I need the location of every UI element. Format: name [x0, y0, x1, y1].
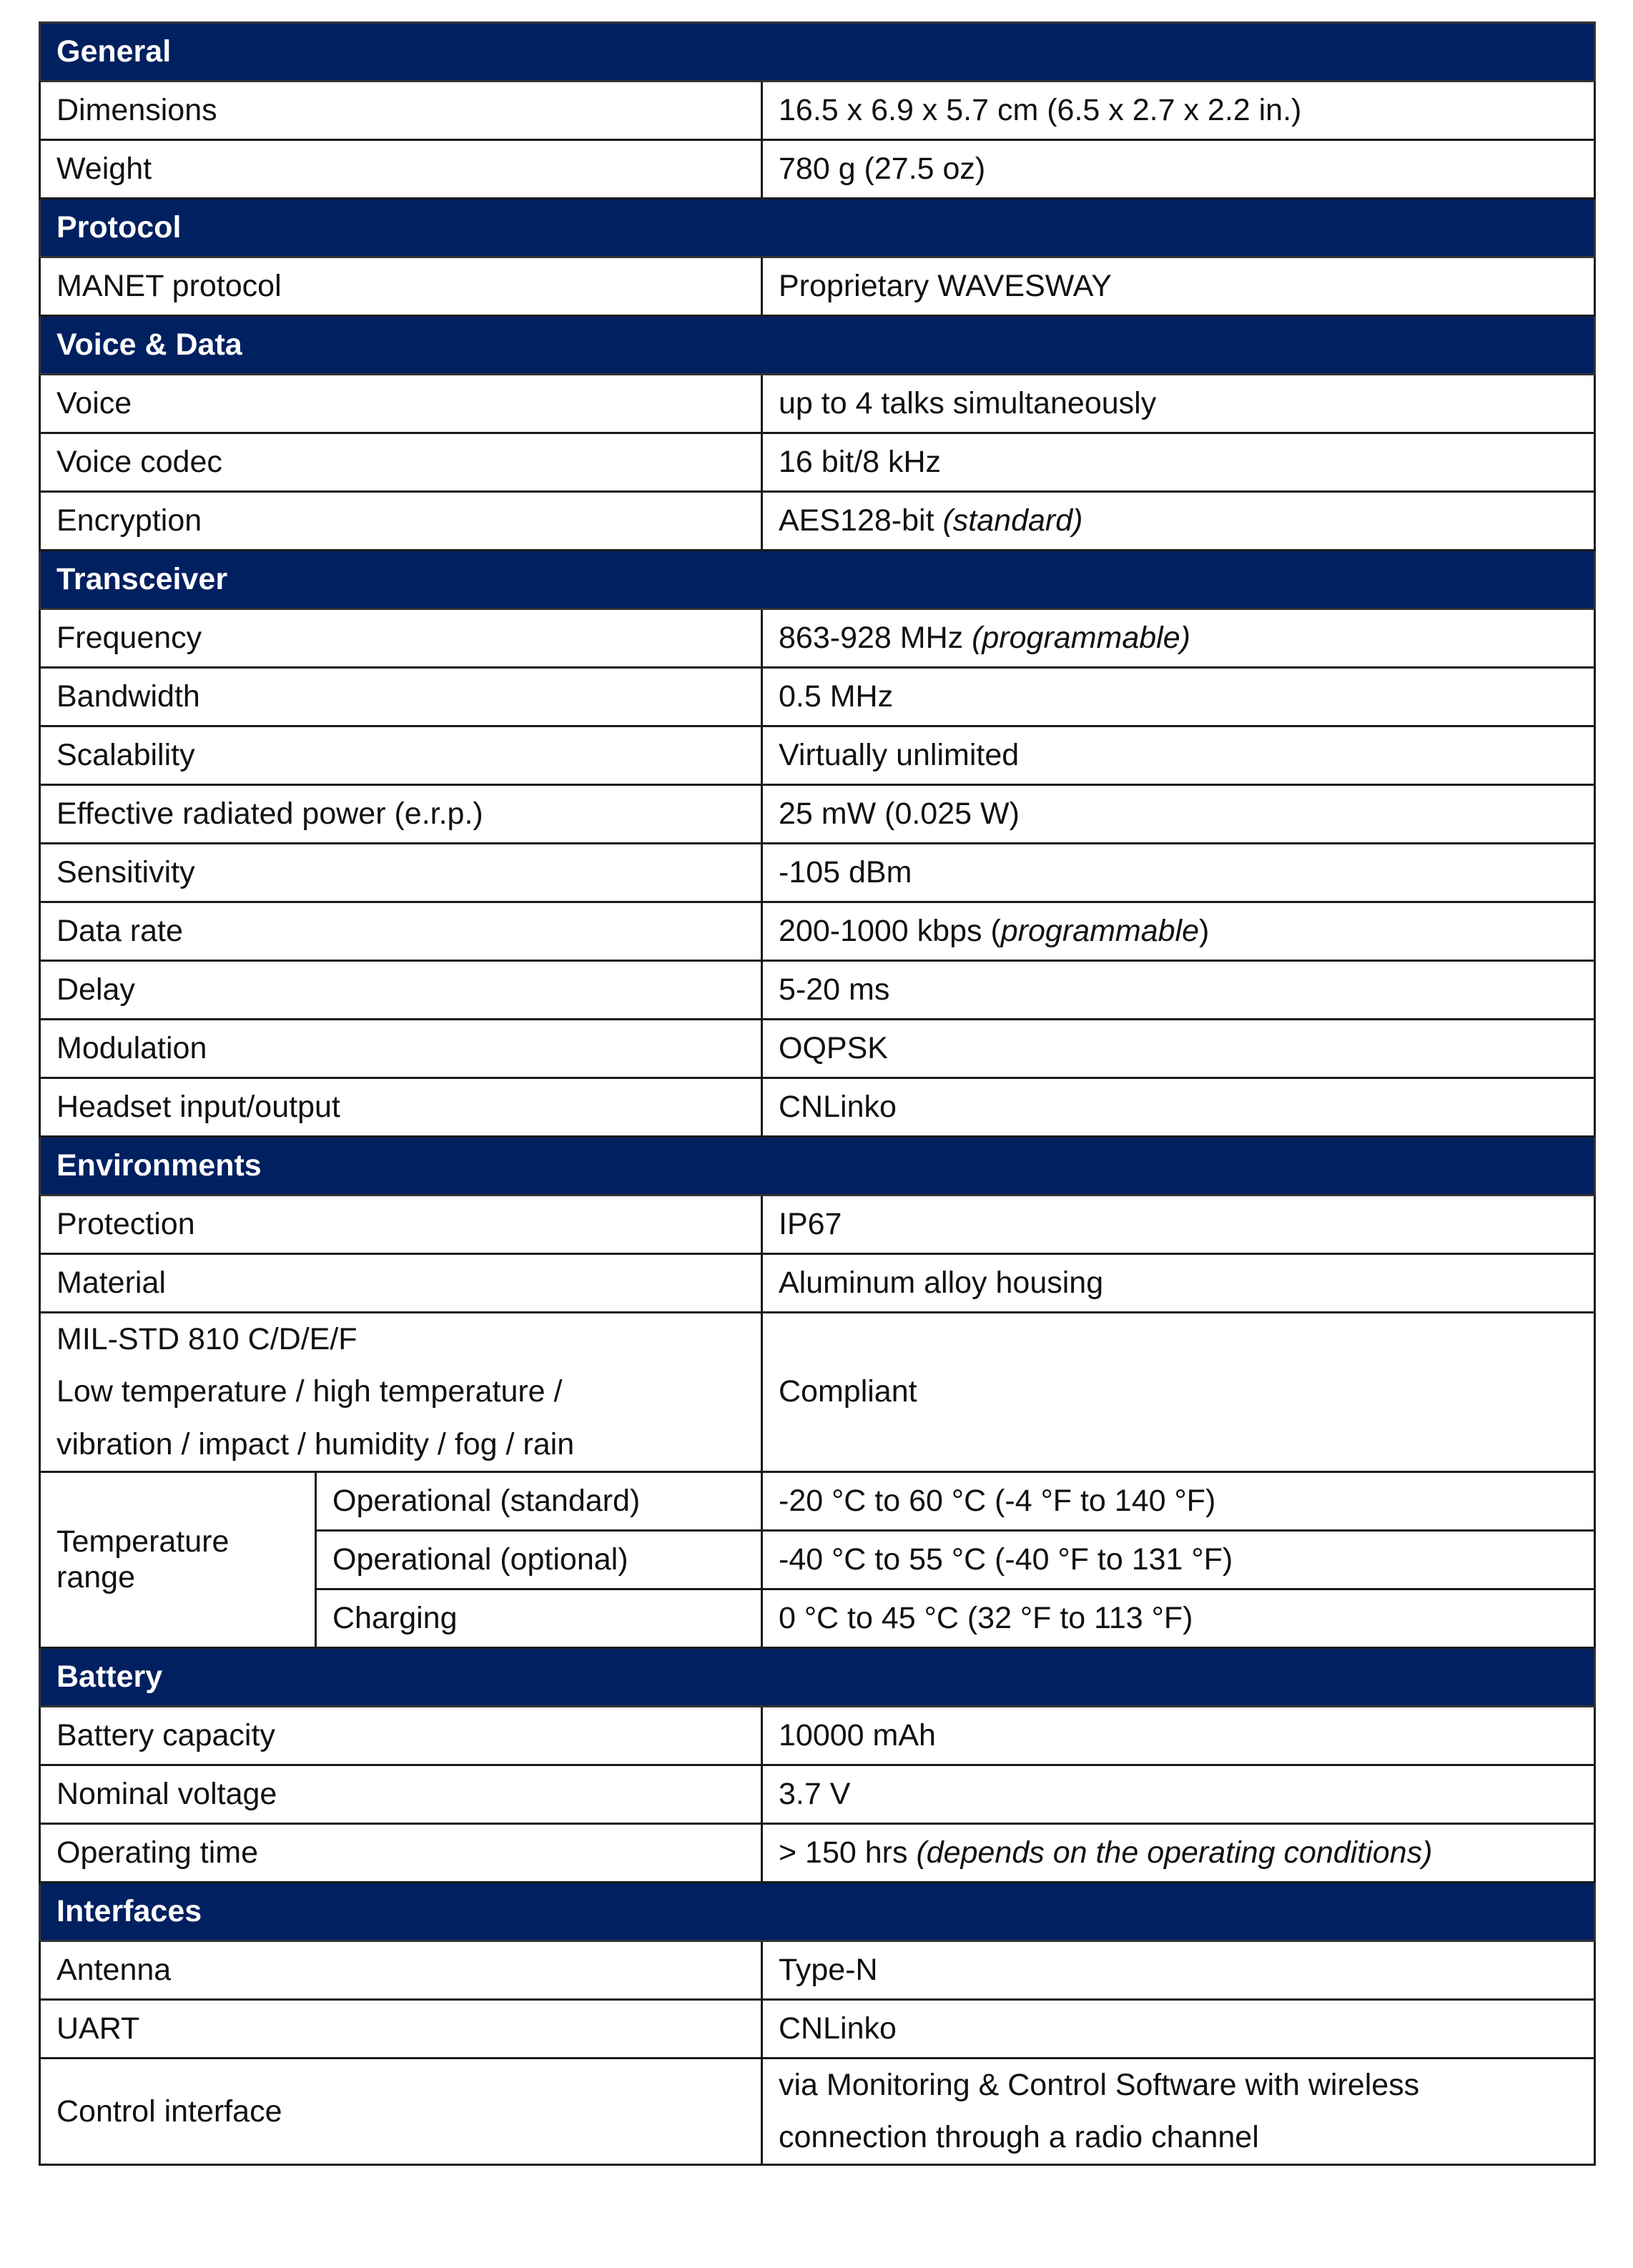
spec-value: via Monitoring & Control Software with wireless connection through a radio channel — [762, 2059, 1595, 2165]
section-header — [40, 316, 1595, 375]
spec-value: 863-928 MHz (programmable) — [762, 609, 1595, 668]
table-row — [40, 257, 1595, 316]
section-header — [40, 1137, 1595, 1195]
table-row — [40, 1707, 1595, 1765]
spec-value: Compliant — [762, 1313, 1595, 1472]
table-row — [40, 1254, 1595, 1313]
spec-label: Modulation — [40, 1020, 762, 1078]
table-row — [40, 433, 1595, 492]
table-row — [40, 2059, 1595, 2165]
spec-label: Protection — [40, 1195, 762, 1254]
section-header — [40, 551, 1595, 609]
table-row — [40, 82, 1595, 140]
spec-label: Material — [40, 1254, 762, 1313]
spec-value: CNLinko — [762, 2000, 1595, 2059]
spec-value: 25 mW (0.025 W) — [762, 785, 1595, 844]
table-row — [40, 785, 1595, 844]
spec-label: Bandwidth — [40, 668, 762, 726]
spec-label: Voice — [40, 375, 762, 433]
table-row — [40, 1824, 1595, 1883]
spec-label: Operational (optional) — [316, 1531, 762, 1589]
spec-label: Dimensions — [40, 82, 762, 140]
spec-value: IP67 — [762, 1195, 1595, 1254]
section-title: Environments — [40, 1137, 1595, 1195]
section-header — [40, 1883, 1595, 1941]
spec-value: 10000 mAh — [762, 1707, 1595, 1765]
section-title: Transceiver — [40, 551, 1595, 609]
spec-group-label: Temperature range — [40, 1472, 316, 1648]
spec-label: Nominal voltage — [40, 1765, 762, 1824]
spec-value: -40 °C to 55 °C (-40 °F to 131 °F) — [762, 1531, 1595, 1589]
spec-value: -105 dBm — [762, 844, 1595, 902]
table-row — [40, 726, 1595, 785]
spec-value: 5-20 ms — [762, 961, 1595, 1020]
table-row — [40, 1313, 1595, 1472]
spec-label: Battery capacity — [40, 1707, 762, 1765]
spec-value: > 150 hrs (depends on the operating conditions) — [762, 1824, 1595, 1883]
table-row — [40, 1078, 1595, 1137]
spec-label: MANET protocol — [40, 257, 762, 316]
spec-label: Data rate — [40, 902, 762, 961]
spec-label: UART — [40, 2000, 762, 2059]
spec-value: CNLinko — [762, 1078, 1595, 1137]
spec-label: Headset input/output — [40, 1078, 762, 1137]
section-header — [40, 23, 1595, 82]
spec-label: Charging — [316, 1589, 762, 1648]
spec-value: Type-N — [762, 1941, 1595, 2000]
spec-label: Antenna — [40, 1941, 762, 2000]
spec-value: 780 g (27.5 oz) — [762, 140, 1595, 199]
spec-value: AES128-bit (standard) — [762, 492, 1595, 551]
spec-value: Proprietary WAVESWAY — [762, 257, 1595, 316]
spec-table — [39, 21, 1596, 2166]
section-header — [40, 199, 1595, 257]
spec-label: MIL-STD 810 C/D/E/F Low temperature / high temperature / vibration / impact / humidity / fog / rain — [40, 1313, 762, 1472]
spec-label: Control interface — [40, 2059, 762, 2165]
spec-label: Encryption — [40, 492, 762, 551]
spec-value: 0.5 MHz — [762, 668, 1595, 726]
table-row — [40, 492, 1595, 551]
spec-value: 16.5 x 6.9 x 5.7 cm (6.5 x 2.7 x 2.2 in.) — [762, 82, 1595, 140]
section-title: Battery — [40, 1648, 1595, 1707]
table-row — [40, 1195, 1595, 1254]
spec-label: Sensitivity — [40, 844, 762, 902]
spec-value: 16 bit/8 kHz — [762, 433, 1595, 492]
table-row — [40, 1765, 1595, 1824]
table-row — [40, 609, 1595, 668]
section-title: General — [40, 23, 1595, 82]
table-row — [40, 2000, 1595, 2059]
section-title: Voice & Data — [40, 316, 1595, 375]
table-row — [40, 140, 1595, 199]
spec-label: Effective radiated power (e.r.p.) — [40, 785, 762, 844]
spec-label: Scalability — [40, 726, 762, 785]
table-row — [40, 1941, 1595, 2000]
spec-label: Delay — [40, 961, 762, 1020]
table-row — [40, 1020, 1595, 1078]
table-row — [40, 375, 1595, 433]
spec-value: -20 °C to 60 °C (-4 °F to 140 °F) — [762, 1472, 1595, 1531]
spec-label: Operational (standard) — [316, 1472, 762, 1531]
spec-label: Operating time — [40, 1824, 762, 1883]
table-row — [40, 844, 1595, 902]
spec-value: Aluminum alloy housing — [762, 1254, 1595, 1313]
section-title: Interfaces — [40, 1883, 1595, 1941]
table-row — [40, 961, 1595, 1020]
table-row — [40, 668, 1595, 726]
section-header — [40, 1648, 1595, 1707]
table-row — [40, 1472, 1595, 1531]
spec-label: Frequency — [40, 609, 762, 668]
spec-value: up to 4 talks simultaneously — [762, 375, 1595, 433]
spec-label: Weight — [40, 140, 762, 199]
spec-value: Virtually unlimited — [762, 726, 1595, 785]
spec-value: 0 °C to 45 °C (32 °F to 113 °F) — [762, 1589, 1595, 1648]
section-title: Protocol — [40, 199, 1595, 257]
spec-value: OQPSK — [762, 1020, 1595, 1078]
spec-label: Voice codec — [40, 433, 762, 492]
table-row — [40, 902, 1595, 961]
spec-value: 3.7 V — [762, 1765, 1595, 1824]
spec-value: 200-1000 kbps (programmable) — [762, 902, 1595, 961]
